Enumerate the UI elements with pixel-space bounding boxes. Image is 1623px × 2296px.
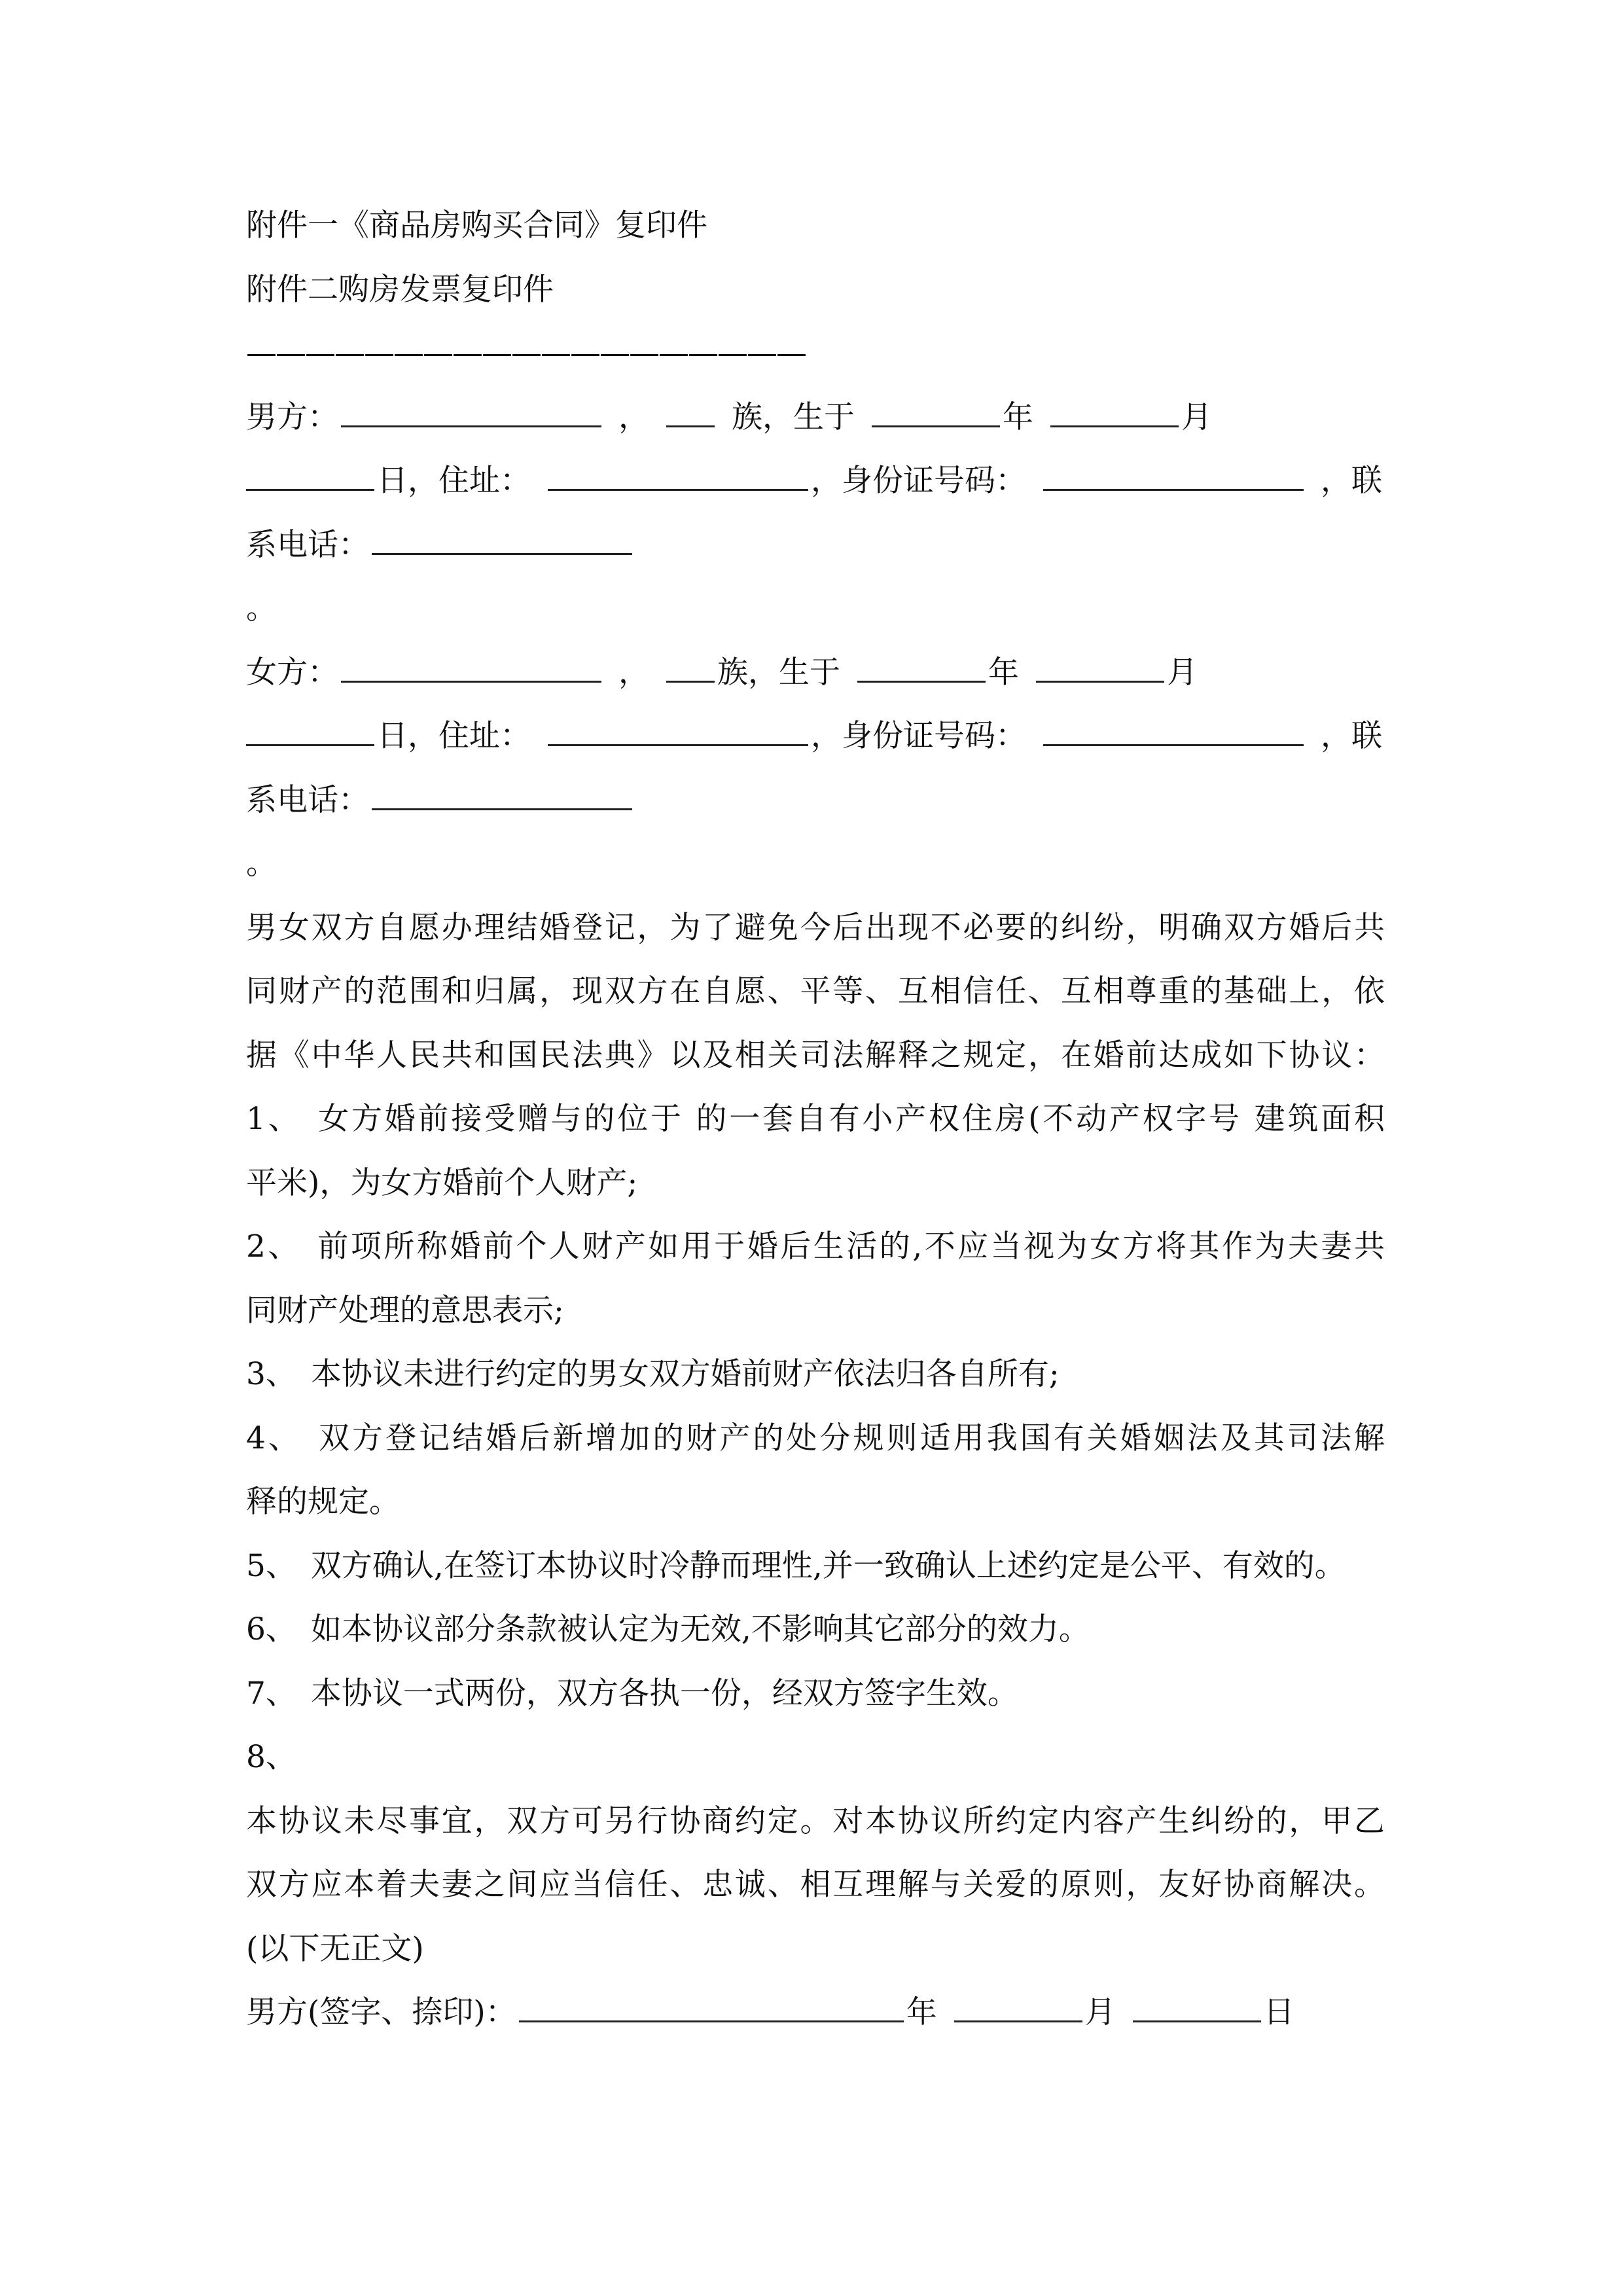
clause-text: 双方确认,在签订本协议时冷静而理性,并一致确认上述约定是公平、有效的。 xyxy=(310,1547,1346,1584)
man-info-line-1 xyxy=(246,395,1398,459)
phone-label: 系电话： xyxy=(246,526,369,563)
man-label: 男方： xyxy=(246,399,338,435)
man-info-end: 。 xyxy=(246,590,277,626)
clause-number: 5、 xyxy=(246,1547,296,1584)
woman-info-line-1 xyxy=(246,650,1398,714)
woman-ethnicity-field[interactable] xyxy=(666,652,715,683)
man-birth-month-field[interactable] xyxy=(1050,397,1179,427)
clause-6 xyxy=(246,1607,1398,1671)
woman-info-line-3 xyxy=(246,778,1398,842)
woman-birth-month-field[interactable] xyxy=(1036,652,1164,683)
woman-name-field[interactable] xyxy=(341,652,601,683)
man-address-field[interactable] xyxy=(548,460,808,491)
separator-rule: ——————————————————— xyxy=(246,335,806,371)
clause-text: 双方登记结婚后新增加的财产的处分规则适用我国有关婚姻法及其司法解 xyxy=(315,1420,1385,1456)
clause-number: 2、 xyxy=(246,1229,301,1265)
document-page xyxy=(246,203,1398,2054)
woman-info-end: 。 xyxy=(246,846,277,882)
clause-1 xyxy=(246,1096,1385,1160)
man-info-line-3 xyxy=(246,522,1398,586)
clause-4-cont: 释的规定。 xyxy=(246,1484,400,1520)
contact-label: ，联 xyxy=(1321,463,1382,499)
clause-number: 1、 xyxy=(246,1101,302,1137)
ethnicity-label: 族，生于 xyxy=(717,654,840,691)
preamble-line: 同财产的范围和归属，现双方在自愿、平等、互相信任、互相尊重的基础上，依 xyxy=(246,973,1385,1009)
man-info-line-2 xyxy=(246,458,1398,522)
man-birth-year-field[interactable] xyxy=(872,397,1000,427)
clause-text: 前项所称婚前个人财产如用于婚后生活的,不应当视为女方将其作为夫妻共 xyxy=(315,1229,1385,1265)
woman-phone-field[interactable] xyxy=(372,780,632,810)
clause-text: 本协议一式两份，双方各执一份，经双方签字生效。 xyxy=(310,1675,1018,1712)
year-label: 年 xyxy=(906,1994,937,2030)
contact-label: ，联 xyxy=(1321,718,1382,754)
clause-7 xyxy=(246,1671,1398,1735)
sign-day-field[interactable] xyxy=(1133,1992,1261,2022)
clause-3 xyxy=(246,1352,1398,1416)
preamble-line: 据《中华人民共和国民法典》以及相关司法解释之规定，在婚前达成如下协议： xyxy=(246,1037,1385,1073)
man-name-field[interactable] xyxy=(341,397,601,427)
clause-text: 女方婚前接受赠与的位于 的一套自有小产权住房(不动产权字号 建筑面积 xyxy=(315,1101,1385,1137)
closing-line: 双方应本着夫妻之间应当信任、忠诚、相互理解与关爱的原则，友好协商解决。 xyxy=(246,1867,1385,1903)
signature-field[interactable] xyxy=(519,1992,904,2022)
woman-birth-day-field[interactable] xyxy=(246,715,374,746)
woman-birth-year-field[interactable] xyxy=(857,652,986,683)
clause-number: 3、 xyxy=(246,1356,296,1392)
clause-text: 如本协议部分条款被认定为无效,不影响其它部分的效力。 xyxy=(310,1611,1090,1647)
month-label: 月 xyxy=(1084,1994,1116,2030)
day-label: 日 xyxy=(1263,1994,1294,2030)
address-label: 日，住址： xyxy=(377,718,531,754)
signature-label: 男方(签字、捺印)： xyxy=(246,1994,516,2030)
man-birth-day-field[interactable] xyxy=(246,460,374,491)
woman-address-field[interactable] xyxy=(548,715,808,746)
sign-month-field[interactable] xyxy=(954,1992,1082,2022)
year-label: 年 xyxy=(988,654,1019,691)
year-label: 年 xyxy=(1003,399,1033,435)
month-label: 月 xyxy=(1167,654,1198,691)
ethnicity-label: 族，生于 xyxy=(732,399,855,435)
address-label: 日，住址： xyxy=(377,463,531,499)
clause-4 xyxy=(246,1416,1385,1480)
clause-number: 8、 xyxy=(246,1739,296,1775)
man-id-field[interactable] xyxy=(1043,460,1304,491)
signature-line xyxy=(246,1990,1398,2054)
clause-5 xyxy=(246,1543,1398,1607)
clause-8 xyxy=(246,1734,1398,1799)
comma: ， xyxy=(618,654,649,691)
man-phone-field[interactable] xyxy=(372,524,632,555)
id-label: ，身份证号码： xyxy=(811,718,1026,754)
clause-number: 4、 xyxy=(246,1420,302,1456)
clause-number: 7、 xyxy=(246,1675,296,1712)
clause-number: 6、 xyxy=(246,1611,296,1647)
attachment-2: 附件二购房发票复印件 xyxy=(246,271,554,308)
woman-id-field[interactable] xyxy=(1043,715,1304,746)
id-label: ，身份证号码： xyxy=(811,463,1026,499)
clause-2 xyxy=(246,1224,1385,1288)
clause-2-cont: 同财产处理的意思表示; xyxy=(246,1292,564,1329)
clause-1-cont: 平米)，为女方婚前个人财产; xyxy=(246,1164,638,1201)
woman-label: 女方： xyxy=(246,654,338,691)
month-label: 月 xyxy=(1181,399,1212,435)
clause-text: 本协议未进行约定的男女双方婚前财产依法归各自所有; xyxy=(310,1356,1060,1392)
end-note: (以下无正文) xyxy=(246,1930,424,1967)
comma: ， xyxy=(618,399,649,435)
closing-line: 本协议未尽事宜，双方可另行协商约定。对本协议所约定内容产生纠纷的，甲乙 xyxy=(246,1803,1385,1839)
woman-info-line-2 xyxy=(246,713,1398,778)
preamble-line: 男女双方自愿办理结婚登记，为了避免今后出现不必要的纠纷，明确双方婚后共 xyxy=(246,909,1385,946)
attachment-1: 附件一《商品房购买合同》复印件 xyxy=(246,207,707,243)
man-ethnicity-field[interactable] xyxy=(666,397,715,427)
phone-label: 系电话： xyxy=(246,781,369,818)
